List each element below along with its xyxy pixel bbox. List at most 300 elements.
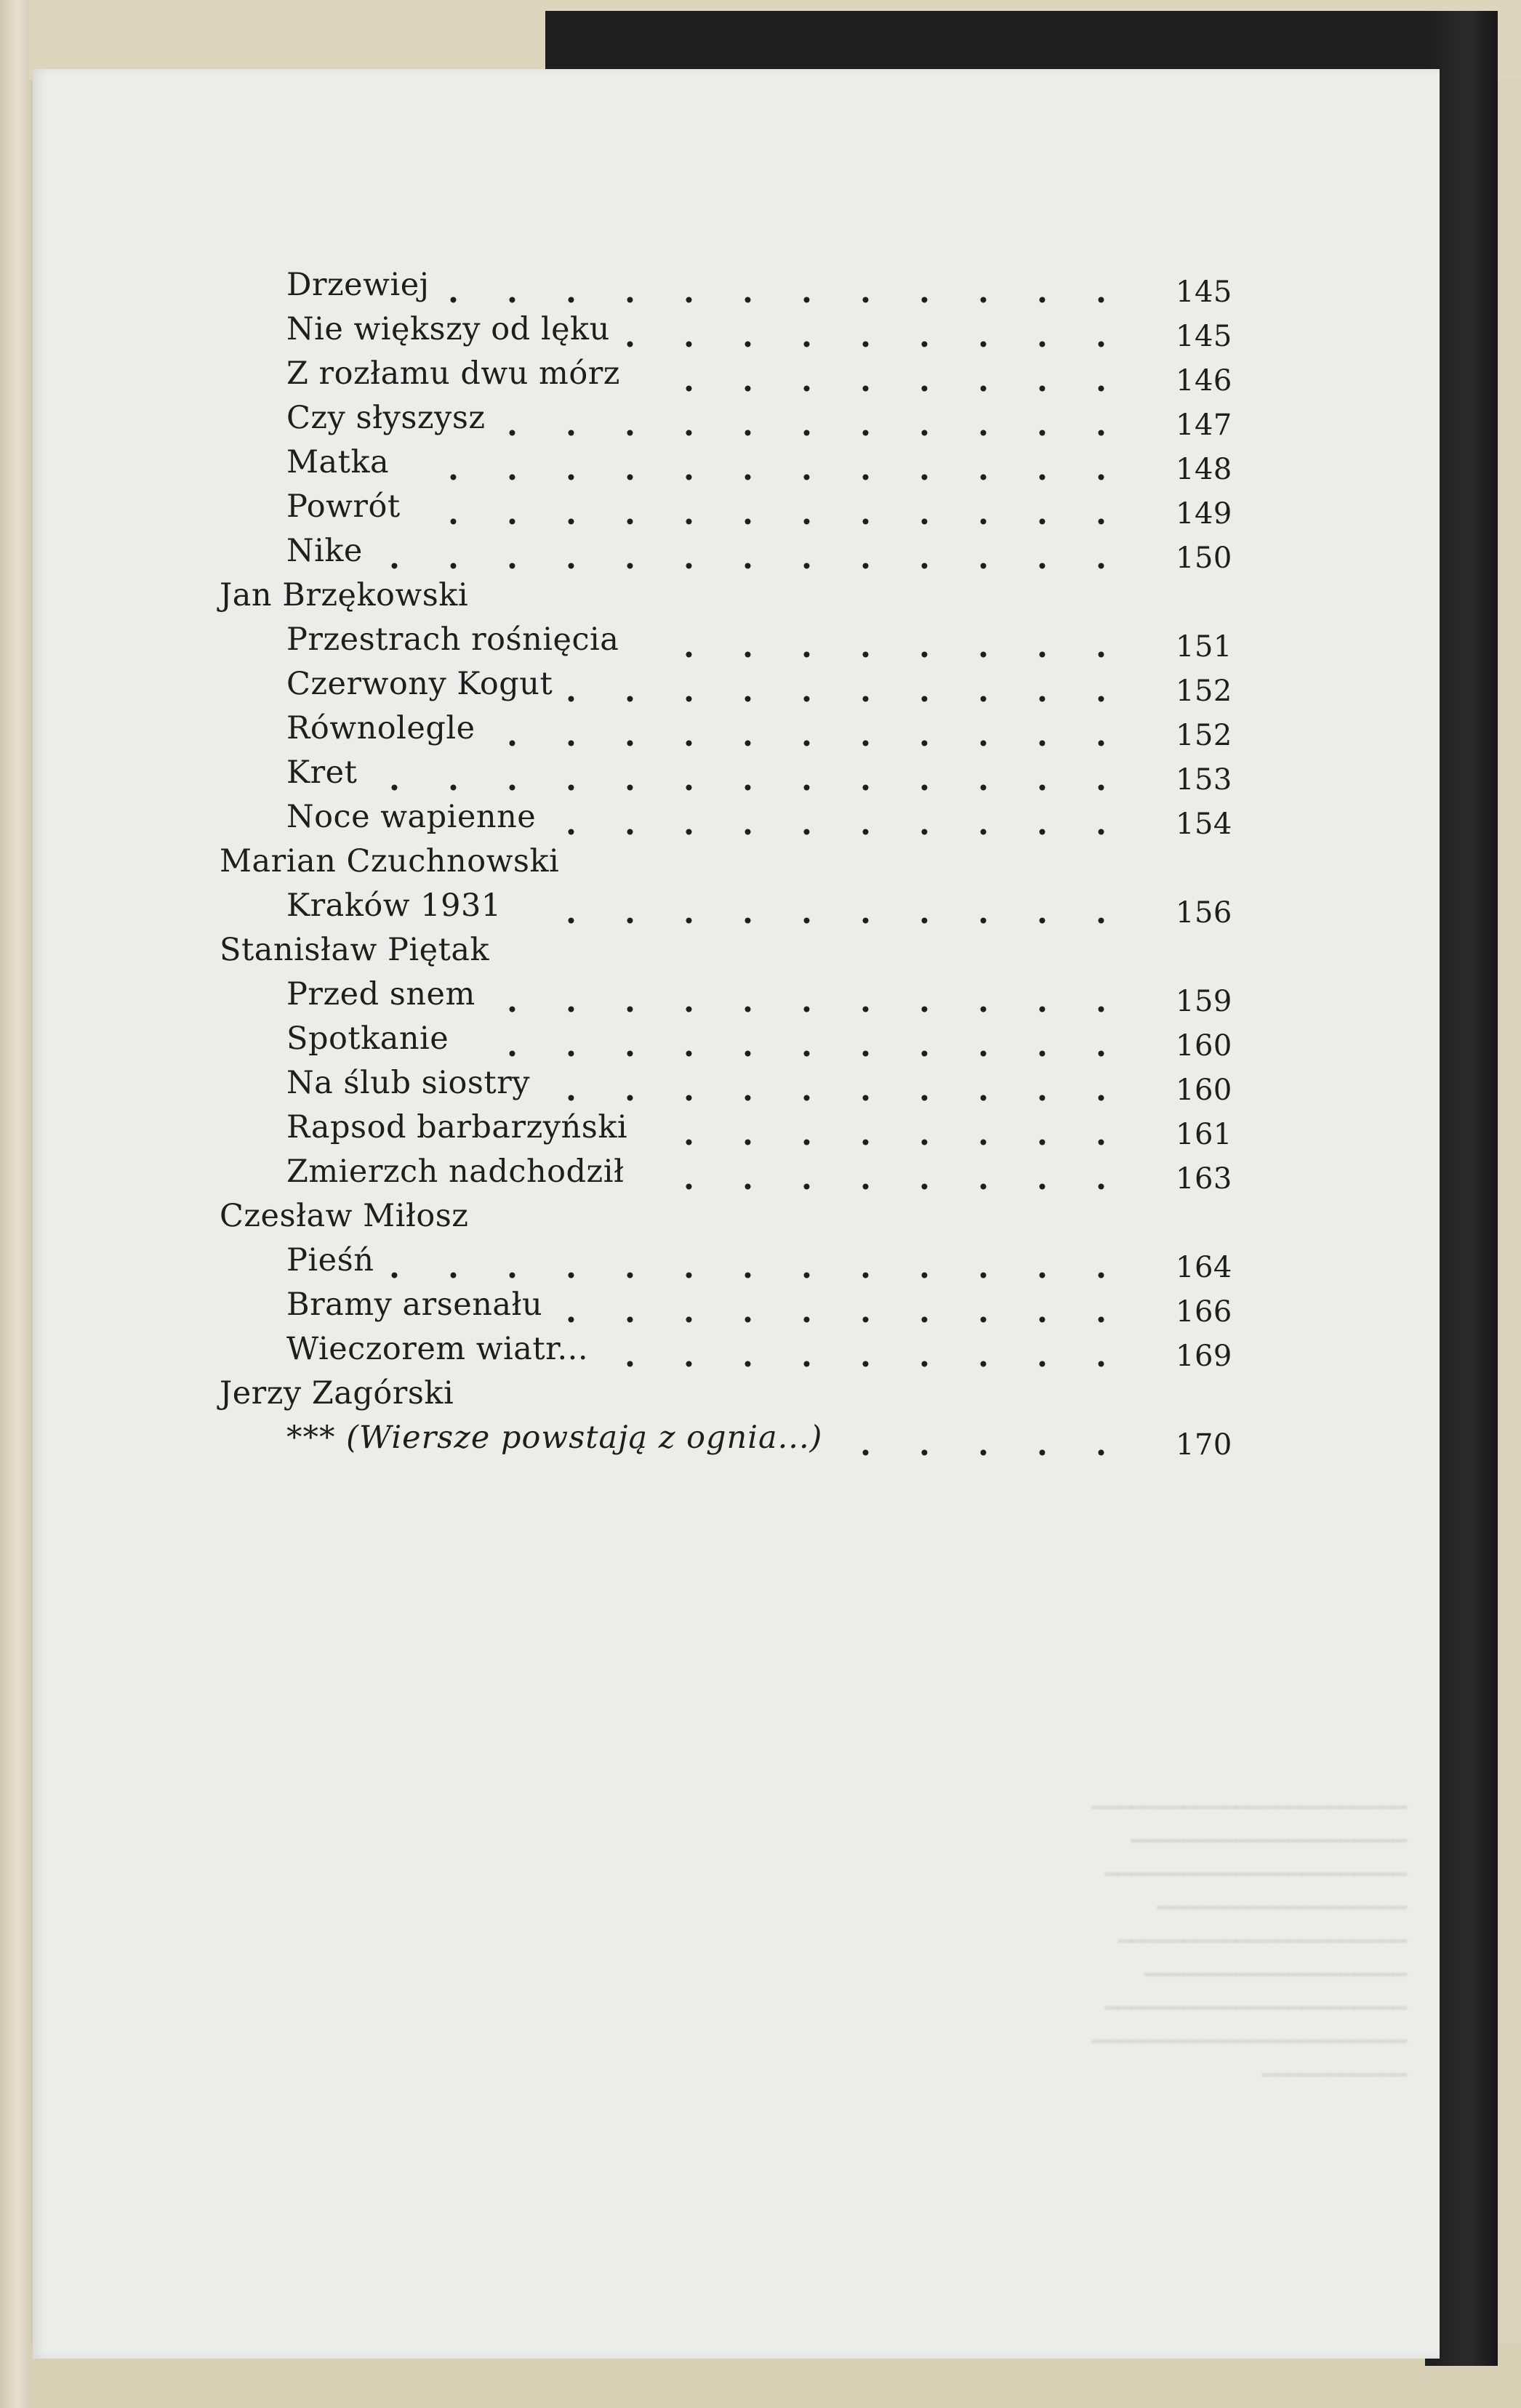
leader-dot: . xyxy=(978,1294,990,1330)
toc-entry xyxy=(220,1109,1237,1153)
toc-author xyxy=(220,1375,1237,1420)
leader-dot: . xyxy=(860,983,872,1020)
toc-entry xyxy=(220,1153,1237,1198)
leader-dot: . xyxy=(860,1427,872,1463)
leader-dot: . xyxy=(1096,1028,1107,1064)
page-number: 163 xyxy=(1176,1162,1232,1196)
entry-title: Bramy arsenału xyxy=(286,1286,543,1323)
leader-dot: . xyxy=(1037,983,1048,1020)
leader-dot: . xyxy=(1096,983,1107,1020)
leader-dot: . xyxy=(1096,1294,1107,1330)
page-number: 152 xyxy=(1176,675,1232,708)
leader-dot: . xyxy=(566,1028,577,1064)
page-number: 152 xyxy=(1176,719,1232,752)
leader-dot: . xyxy=(625,895,636,931)
leader-dot: . xyxy=(566,762,577,798)
entry-title: Spotkanie xyxy=(286,1020,449,1057)
leader-dot: . xyxy=(507,496,518,532)
leader-dot: . xyxy=(683,673,695,709)
leader-dots xyxy=(220,754,1237,799)
page-number: 159 xyxy=(1176,985,1232,1018)
leader-dot: . xyxy=(448,496,459,532)
entry-title: Czy słyszysz xyxy=(286,400,486,436)
leader-dot: . xyxy=(742,318,754,355)
toc-entry xyxy=(220,1242,1237,1286)
leader-dot: . xyxy=(1096,1427,1107,1463)
leader-dot: . xyxy=(860,1161,872,1197)
leader-dot: . xyxy=(860,673,872,709)
leader-dot: . xyxy=(566,451,577,488)
leader-dot: . xyxy=(566,1294,577,1330)
leader-dot: . xyxy=(1096,762,1107,798)
leader-dot: . xyxy=(742,1249,754,1286)
leader-dot: . xyxy=(978,806,990,842)
leader-dot: . xyxy=(742,496,754,532)
leader-dot: . xyxy=(801,318,813,355)
page-number: 160 xyxy=(1176,1029,1232,1063)
toc-entry xyxy=(220,887,1237,932)
leader-dot: . xyxy=(683,1338,695,1374)
leader-dot: . xyxy=(566,407,577,443)
leader-dot: . xyxy=(625,540,636,576)
leader-dot: . xyxy=(1096,318,1107,355)
leader-dot: . xyxy=(683,895,695,931)
leader-dot: . xyxy=(742,806,754,842)
entry-title: Drzewiej xyxy=(286,267,430,303)
leader-dot: . xyxy=(625,717,636,754)
leader-dot: . xyxy=(1037,1161,1048,1197)
leader-dot: . xyxy=(683,496,695,532)
leader-dot: . xyxy=(566,1249,577,1286)
leader-dot: . xyxy=(389,540,401,576)
leader-dot: . xyxy=(1037,1072,1048,1108)
entry-title: Z rozłamu dwu mórz xyxy=(286,355,620,392)
leader-dot: . xyxy=(801,717,813,754)
leader-dot: . xyxy=(801,1161,813,1197)
leader-dot: . xyxy=(919,274,931,310)
leader-dot: . xyxy=(860,540,872,576)
leader-dot: . xyxy=(1096,673,1107,709)
leader-dot: . xyxy=(860,451,872,488)
page-number: 147 xyxy=(1176,408,1232,442)
leader-dot: . xyxy=(860,806,872,842)
leader-dot: . xyxy=(1096,407,1107,443)
leader-dot: . xyxy=(978,717,990,754)
leader-dot: . xyxy=(742,1294,754,1330)
toc-entry xyxy=(220,1065,1237,1109)
page-number: 151 xyxy=(1176,630,1232,664)
leader-dot: . xyxy=(978,762,990,798)
leader-dot: . xyxy=(919,1427,931,1463)
entry-title: Nie większy od lęku xyxy=(286,311,610,347)
leader-dot: . xyxy=(1096,1072,1107,1108)
leader-dot: . xyxy=(978,895,990,931)
leader-dot: . xyxy=(683,1161,695,1197)
leader-dot: . xyxy=(683,1028,695,1064)
leader-dot: . xyxy=(1037,363,1048,399)
page-number: 149 xyxy=(1176,497,1232,531)
leader-dot: . xyxy=(566,895,577,931)
leader-dot: . xyxy=(625,1294,636,1330)
leader-dot: . xyxy=(507,762,518,798)
leader-dot: . xyxy=(566,673,577,709)
leader-dot: . xyxy=(683,1072,695,1108)
leader-dot: . xyxy=(742,407,754,443)
entry-title: Rapsod barbarzyński xyxy=(286,1109,628,1145)
leader-dot: . xyxy=(919,717,931,754)
leader-dot: . xyxy=(978,1072,990,1108)
leader-dot: . xyxy=(566,274,577,310)
leader-dot: . xyxy=(566,717,577,754)
leader-dot: . xyxy=(389,762,401,798)
author-name: Stanisław Piętak xyxy=(220,932,490,968)
leader-dot: . xyxy=(801,762,813,798)
leader-dot: . xyxy=(625,983,636,1020)
page-number: 170 xyxy=(1176,1428,1232,1462)
leader-dot: . xyxy=(801,673,813,709)
leader-dot: . xyxy=(801,895,813,931)
leader-dot: . xyxy=(919,451,931,488)
entry-title: Równolegle xyxy=(286,710,475,746)
entry-title: Czerwony Kogut xyxy=(286,666,553,702)
leader-dot: . xyxy=(919,895,931,931)
leader-dot: . xyxy=(742,1028,754,1064)
leader-dot: . xyxy=(860,629,872,665)
leader-dot: . xyxy=(625,1072,636,1108)
leader-dot: . xyxy=(801,363,813,399)
page-number: 145 xyxy=(1176,275,1232,309)
leader-dot: . xyxy=(919,496,931,532)
leader-dot: . xyxy=(1037,540,1048,576)
leader-dot: . xyxy=(683,762,695,798)
entry-title: *** (Wiersze powstają z ognia...) xyxy=(286,1420,823,1456)
leader-dot: . xyxy=(625,496,636,532)
leader-dot: . xyxy=(683,363,695,399)
toc-entry xyxy=(220,1420,1237,1464)
leader-dot: . xyxy=(919,673,931,709)
toc-entry xyxy=(220,710,1237,754)
leader-dot: . xyxy=(1096,1161,1107,1197)
leader-dot: . xyxy=(566,540,577,576)
leader-dot: . xyxy=(978,983,990,1020)
leader-dot: . xyxy=(742,983,754,1020)
leader-dot: . xyxy=(919,1028,931,1064)
leader-dot: . xyxy=(860,1249,872,1286)
entry-title: Wieczorem wiatr... xyxy=(286,1331,589,1367)
leader-dot: . xyxy=(978,274,990,310)
leader-dot: . xyxy=(919,1249,931,1286)
leader-dot: . xyxy=(978,1161,990,1197)
leader-dot: . xyxy=(801,1249,813,1286)
leader-dot: . xyxy=(683,1249,695,1286)
leader-dot: . xyxy=(683,983,695,1020)
leader-dot: . xyxy=(978,673,990,709)
leader-dot: . xyxy=(1037,629,1048,665)
leader-dot: . xyxy=(1096,451,1107,488)
leader-dot: . xyxy=(566,1072,577,1108)
entry-title: Zmierzch nadchodził xyxy=(286,1153,625,1190)
leader-dot: . xyxy=(860,717,872,754)
leader-dot: . xyxy=(978,1116,990,1153)
leader-dot: . xyxy=(978,540,990,576)
entry-title: Powrót xyxy=(286,488,401,525)
toc-entry xyxy=(220,799,1237,843)
toc-author xyxy=(220,932,1237,976)
leader-dot: . xyxy=(801,983,813,1020)
page-number: 154 xyxy=(1176,808,1232,841)
leader-dot: . xyxy=(683,318,695,355)
entry-title: Kraków 1931 xyxy=(286,887,502,924)
toc-entry xyxy=(220,621,1237,666)
leader-dot: . xyxy=(801,407,813,443)
leader-dot: . xyxy=(1037,318,1048,355)
leader-dot: . xyxy=(1096,363,1107,399)
leader-dot: . xyxy=(978,496,990,532)
leader-dot: . xyxy=(742,895,754,931)
leader-dot: . xyxy=(860,1294,872,1330)
leader-dot: . xyxy=(860,1338,872,1374)
leader-dot: . xyxy=(742,673,754,709)
leader-dot: . xyxy=(683,540,695,576)
leader-dot: . xyxy=(507,274,518,310)
leader-dot: . xyxy=(801,274,813,310)
leader-dot: . xyxy=(801,629,813,665)
leader-dot: . xyxy=(919,1072,931,1108)
leader-dot: . xyxy=(1037,762,1048,798)
dust-jacket-top xyxy=(545,11,1498,69)
author-name: Marian Czuchnowski xyxy=(220,843,560,879)
toc-author xyxy=(220,577,1237,621)
leader-dot: . xyxy=(742,1161,754,1197)
leader-dot: . xyxy=(742,762,754,798)
leader-dot: . xyxy=(448,540,459,576)
leader-dot: . xyxy=(683,1294,695,1330)
leader-dot: . xyxy=(448,762,459,798)
leader-dot: . xyxy=(742,451,754,488)
leader-dot: . xyxy=(1096,717,1107,754)
leader-dot: . xyxy=(919,1161,931,1197)
leader-dot: . xyxy=(1037,1116,1048,1153)
leader-dot: . xyxy=(683,407,695,443)
leader-dot: . xyxy=(1096,274,1107,310)
leader-dot: . xyxy=(742,629,754,665)
leader-dot: . xyxy=(1096,1116,1107,1153)
leader-dot: . xyxy=(801,1116,813,1153)
leader-dot: . xyxy=(389,1249,401,1286)
page-number: 150 xyxy=(1176,541,1232,575)
leader-dot: . xyxy=(801,496,813,532)
leader-dot: . xyxy=(860,762,872,798)
leader-dot: . xyxy=(1096,496,1107,532)
leader-dot: . xyxy=(742,1338,754,1374)
leader-dot: . xyxy=(978,1028,990,1064)
author-name: Jerzy Zagórski xyxy=(220,1375,454,1412)
table-of-contents xyxy=(220,267,1237,1464)
leader-dot: . xyxy=(801,1338,813,1374)
leader-dot: . xyxy=(860,407,872,443)
leader-dot: . xyxy=(919,318,931,355)
leader-dot: . xyxy=(683,629,695,665)
toc-entry xyxy=(220,311,1237,355)
leader-dot: . xyxy=(683,1116,695,1153)
leader-dot: . xyxy=(507,983,518,1020)
leader-dot: . xyxy=(448,451,459,488)
entry-title: Przestrach rośnięcia xyxy=(286,621,619,658)
page-number: 160 xyxy=(1176,1074,1232,1107)
leader-dot: . xyxy=(625,762,636,798)
leader-dot: . xyxy=(1037,673,1048,709)
toc-author xyxy=(220,1198,1237,1242)
leader-dot: . xyxy=(978,407,990,443)
toc-entry xyxy=(220,267,1237,311)
leader-dot: . xyxy=(1037,451,1048,488)
leader-dot: . xyxy=(978,1338,990,1374)
leader-dot: . xyxy=(566,496,577,532)
page-number: 169 xyxy=(1176,1340,1232,1373)
leader-dot: . xyxy=(1037,407,1048,443)
leader-dot: . xyxy=(507,717,518,754)
toc-entry xyxy=(220,754,1237,799)
bleed-through-colophon: ━━━━━━━━━━━━━━━━━━━━━━━━ ━━━━━━━━━━━━━━━━━━━━━ ━━━━━━━━━━━━━━━━━━━━━━━ ━━━━━━━━━━━━━━━━━━━ ━━━━━━━━━━━━━━━━━━━━━━ ━━━━━━━━━━━━━━━━━━━━ ━━━━━━━━━━━━━━━━━━━━━━━ ━━━━━━━━━━━━━━━━━━━━━━━━ ━━━━━━━━━━━ xyxy=(1091,1795,1407,2088)
author-name: Jan Brzękowski xyxy=(220,577,469,613)
leader-dot: . xyxy=(625,1338,636,1374)
leader-dot: . xyxy=(625,1249,636,1286)
toc-entry xyxy=(220,355,1237,400)
leader-dot: . xyxy=(1096,806,1107,842)
leader-dot: . xyxy=(860,496,872,532)
leader-dot: . xyxy=(448,1249,459,1286)
entry-title: Nike xyxy=(286,533,363,569)
leader-dot: . xyxy=(1096,629,1107,665)
leader-dot: . xyxy=(742,363,754,399)
entry-title: Przed snem xyxy=(286,976,475,1012)
leader-dot: . xyxy=(1037,717,1048,754)
leader-dot: . xyxy=(1037,496,1048,532)
leader-dot: . xyxy=(978,318,990,355)
leader-dot: . xyxy=(978,451,990,488)
leader-dot: . xyxy=(625,407,636,443)
leader-dot: . xyxy=(1096,1338,1107,1374)
page-number: 166 xyxy=(1176,1295,1232,1329)
entry-title: Matka xyxy=(286,444,390,480)
leader-dot: . xyxy=(742,274,754,310)
leader-dot: . xyxy=(860,1028,872,1064)
entry-title: Kret xyxy=(286,754,358,791)
leader-dot: . xyxy=(1037,1294,1048,1330)
leader-dot: . xyxy=(683,717,695,754)
leader-dot: . xyxy=(978,1249,990,1286)
leader-dot: . xyxy=(1037,806,1048,842)
toc-entry xyxy=(220,666,1237,710)
leader-dot: . xyxy=(1037,1338,1048,1374)
leader-dot: . xyxy=(919,629,931,665)
leader-dot: . xyxy=(860,1072,872,1108)
leader-dot: . xyxy=(566,806,577,842)
leader-dot: . xyxy=(1037,895,1048,931)
toc-entry xyxy=(220,533,1237,577)
book-page xyxy=(33,69,1440,2359)
leader-dot: . xyxy=(448,274,459,310)
toc-entry xyxy=(220,1331,1237,1375)
toc-entry xyxy=(220,488,1237,533)
page-number: 148 xyxy=(1176,453,1232,486)
leader-dot: . xyxy=(683,451,695,488)
leader-dot: . xyxy=(1037,1028,1048,1064)
entry-title: Noce wapienne xyxy=(286,799,537,835)
leader-dot: . xyxy=(860,895,872,931)
leader-dot: . xyxy=(978,363,990,399)
leader-dot: . xyxy=(742,717,754,754)
leader-dot: . xyxy=(1037,1249,1048,1286)
leader-dot: . xyxy=(1096,540,1107,576)
leader-dot: . xyxy=(625,673,636,709)
leader-dot: . xyxy=(860,1116,872,1153)
leader-dot: . xyxy=(801,1028,813,1064)
leader-dot: . xyxy=(683,806,695,842)
page-number: 146 xyxy=(1176,364,1232,398)
leader-dot: . xyxy=(860,363,872,399)
leader-dot: . xyxy=(507,540,518,576)
leader-dots xyxy=(220,533,1237,577)
leader-dot: . xyxy=(919,1294,931,1330)
leader-dot: . xyxy=(507,1249,518,1286)
leader-dot: . xyxy=(1037,274,1048,310)
toc-entry xyxy=(220,444,1237,488)
page-number: 153 xyxy=(1176,763,1232,797)
leader-dot: . xyxy=(919,806,931,842)
leader-dot: . xyxy=(801,1294,813,1330)
toc-entry xyxy=(220,976,1237,1020)
page-number: 145 xyxy=(1176,320,1232,353)
leader-dot: . xyxy=(860,318,872,355)
leader-dot: . xyxy=(507,451,518,488)
leader-dot: . xyxy=(507,407,518,443)
page-number: 156 xyxy=(1176,896,1232,930)
entry-title: Na ślub siostry xyxy=(286,1065,531,1101)
leader-dot: . xyxy=(919,1338,931,1374)
leader-dot: . xyxy=(566,983,577,1020)
page-number: 164 xyxy=(1176,1251,1232,1284)
author-name: Czesław Miłosz xyxy=(220,1198,469,1234)
leader-dot: . xyxy=(625,274,636,310)
leader-dot: . xyxy=(919,1116,931,1153)
leader-dot: . xyxy=(919,762,931,798)
leader-dot: . xyxy=(919,407,931,443)
page-number: 161 xyxy=(1176,1118,1232,1151)
leader-dot: . xyxy=(742,540,754,576)
leader-dot: . xyxy=(860,274,872,310)
leader-dot: . xyxy=(625,318,636,355)
leader-dot: . xyxy=(801,451,813,488)
leader-dot: . xyxy=(742,1116,754,1153)
leader-dot: . xyxy=(919,363,931,399)
leader-dot: . xyxy=(625,806,636,842)
leader-dot: . xyxy=(919,983,931,1020)
leader-dot: . xyxy=(1037,1427,1048,1463)
entry-title: Pieśń xyxy=(286,1242,374,1279)
toc-entry xyxy=(220,1286,1237,1331)
leader-dot: . xyxy=(742,1072,754,1108)
leader-dot: . xyxy=(978,1427,990,1463)
leader-dot: . xyxy=(1096,895,1107,931)
toc-entry xyxy=(220,1020,1237,1065)
leader-dot: . xyxy=(919,540,931,576)
toc-author xyxy=(220,843,1237,887)
leader-dot: . xyxy=(507,1028,518,1064)
leader-dot: . xyxy=(801,540,813,576)
leader-dot: . xyxy=(978,629,990,665)
leader-dot: . xyxy=(625,1028,636,1064)
